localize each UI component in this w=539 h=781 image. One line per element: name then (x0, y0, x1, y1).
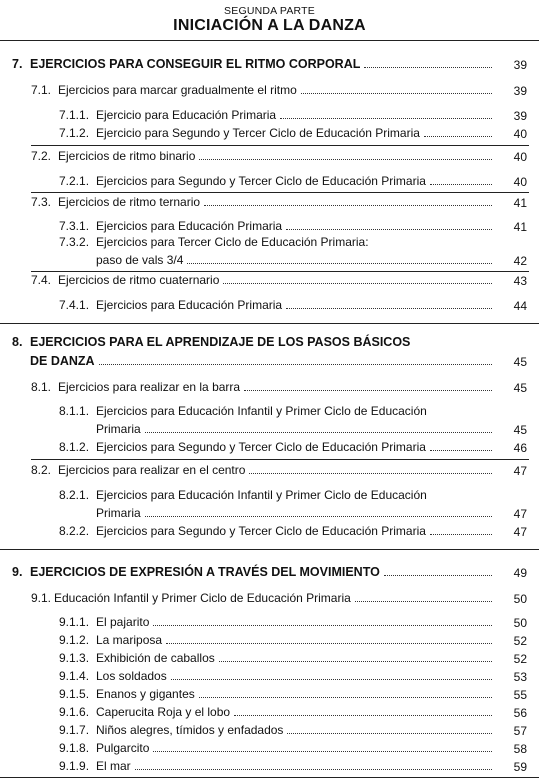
toc-section-7[interactable] (12, 55, 495, 71)
leader-dots (99, 364, 492, 365)
toc-item-7-1-1[interactable] (59, 106, 495, 122)
item-title: El pajarito (96, 615, 150, 629)
toc-item-7-4-1[interactable] (59, 296, 495, 312)
section-title: EJERCICIOS DE EXPRESIÓN A TRAVÉS DEL MOVIMIENTO (30, 565, 380, 579)
toc-item-7-3-2[interactable] (59, 235, 369, 249)
page-number: 39 (513, 109, 527, 123)
page-number: 40 (513, 150, 527, 164)
leader-dots (166, 643, 492, 644)
item-number: 7.3.1. (59, 219, 90, 233)
item-number: 9.1.1. (59, 615, 90, 629)
toc-section-8[interactable] (12, 335, 410, 349)
sub-title: Ejercicios para realizar en el centro (58, 463, 246, 477)
page-number: 47 (513, 525, 527, 539)
toc-item-7-2-1[interactable] (59, 172, 495, 188)
leader-dots (430, 450, 492, 451)
leader-dots (187, 263, 492, 264)
leader-dots (145, 432, 492, 433)
page-number: 40 (513, 127, 527, 141)
item-number: 7.1.2. (59, 126, 90, 140)
item-number: 7.1.1. (59, 108, 90, 122)
toc-item-7-3-2-cont[interactable] (96, 251, 495, 267)
toc-section-8-cont[interactable] (30, 352, 495, 368)
item-number: 8.2.1. (59, 488, 90, 502)
toc-sub-9-1[interactable] (31, 589, 495, 605)
item-title: Enanos y gigantes (96, 687, 195, 701)
page-number: 45 (513, 423, 527, 437)
item-number: 9.1.6. (59, 705, 90, 719)
item-number: 7.3.2. (59, 235, 90, 249)
toc-item-8-1-2[interactable] (59, 438, 495, 454)
item-title: Ejercicios para Tercer Ciclo de Educación Primaria: (96, 235, 369, 249)
item-number: 9.1.2. (59, 633, 90, 647)
page-number: 53 (513, 670, 527, 684)
item-number: 9.1.9. (59, 759, 90, 773)
section-title: EJERCICIOS PARA CONSEGUIR EL RITMO CORPORAL (30, 57, 361, 71)
leader-dots (234, 715, 492, 716)
section-rule (0, 323, 539, 324)
leader-dots (430, 184, 492, 185)
item-number: 9.1.3. (59, 651, 90, 665)
toc-item-8-2-1-cont[interactable] (96, 504, 495, 520)
leader-dots (135, 769, 492, 770)
page-number: 55 (513, 688, 527, 702)
leader-dots (430, 534, 492, 535)
leader-dots (384, 575, 492, 576)
sub-title: Ejercicios para realizar en la barra (58, 380, 241, 394)
leader-dots (286, 308, 492, 309)
toc-sub-8-2[interactable] (31, 461, 495, 477)
page-number: 58 (513, 742, 527, 756)
toc-sub-7-1[interactable] (31, 81, 495, 97)
item-number: 7.4.1. (59, 298, 90, 312)
page-number: 45 (513, 381, 527, 395)
toc-item-9-1-2[interactable] (59, 631, 495, 647)
page-number: 59 (513, 760, 527, 774)
leader-dots (364, 67, 492, 68)
item-title-continued: Primaria (96, 506, 141, 520)
section-number: 7. (12, 57, 23, 71)
toc-sub-7-3[interactable] (31, 193, 495, 209)
section-rule (0, 549, 539, 550)
sub-number: 9.1. (31, 591, 52, 605)
toc-item-9-1-5[interactable] (59, 685, 495, 701)
page-title: INICIACIÓN A LA DANZA (173, 17, 366, 34)
sub-title: Educación Infantil y Primer Ciclo de Educación Primaria (54, 591, 351, 605)
sub-number: 7.4. (31, 273, 52, 287)
sub-number: 8.1. (31, 380, 52, 394)
leader-dots (287, 733, 492, 734)
toc-item-9-1-8[interactable] (59, 739, 495, 755)
toc-item-7-1-2[interactable] (59, 124, 495, 140)
item-title: La mariposa (96, 633, 163, 647)
item-number: 9.1.5. (59, 687, 90, 701)
item-title: Ejercicios para Segundo y Tercer Ciclo de Educación Primaria (96, 174, 426, 188)
page-number: 52 (513, 634, 527, 648)
item-title: Caperucita Roja y el lobo (96, 705, 231, 719)
bottom-rule (0, 777, 539, 778)
item-title: Ejercicios para Educación Infantil y Primer Ciclo de Educación (96, 404, 427, 418)
page-number: 44 (513, 299, 527, 313)
toc-item-8-1-1[interactable] (59, 404, 427, 418)
page-number: 46 (513, 441, 527, 455)
section-title-continued: DE DANZA (30, 354, 95, 368)
toc-section-9[interactable] (12, 563, 495, 579)
sub-number: 7.1. (31, 83, 52, 97)
leader-dots (204, 205, 492, 206)
toc-item-8-1-1-cont[interactable] (96, 420, 495, 436)
item-number: 8.1.2. (59, 440, 90, 454)
page-number: 52 (513, 652, 527, 666)
sub-title: Ejercicios de ritmo binario (58, 149, 196, 163)
toc-sub-8-1[interactable] (31, 378, 495, 394)
page-number: 47 (513, 464, 527, 478)
item-title: Niños alegres, tímidos y enfadados (96, 723, 284, 737)
item-title: Exhibición de caballos (96, 651, 215, 665)
toc-item-9-1-4[interactable] (59, 667, 495, 683)
section-number: 9. (12, 565, 23, 579)
section-number: 8. (12, 335, 23, 349)
sub-title: Ejercicios para marcar gradualmente el ritmo (58, 83, 297, 97)
page-number: 49 (513, 566, 527, 580)
page-number: 47 (513, 507, 527, 521)
toc-item-9-1-9[interactable] (59, 757, 495, 773)
leader-dots (249, 473, 492, 474)
item-title: Pulgarcito (96, 741, 150, 755)
item-title: El mar (96, 759, 131, 773)
item-title-continued: Primaria (96, 422, 141, 436)
page-number: 41 (513, 220, 527, 234)
toc-item-9-1-1[interactable] (59, 613, 495, 629)
toc-sub-7-4[interactable] (31, 271, 495, 287)
page-number: 42 (513, 254, 527, 268)
toc-sub-7-2[interactable] (31, 147, 495, 163)
leader-dots (153, 625, 492, 626)
item-title-continued: paso de vals 3/4 (96, 253, 184, 267)
item-number: 7.2.1. (59, 174, 90, 188)
leader-dots (280, 118, 492, 119)
title-rule (0, 40, 539, 41)
sub-number: 8.2. (31, 463, 52, 477)
page-number: 56 (513, 706, 527, 720)
leader-dots (199, 159, 492, 160)
group-rule (31, 145, 529, 146)
leader-dots (355, 601, 492, 602)
section-title: EJERCICIOS PARA EL APRENDIZAJE DE LOS PASOS BÁSICOS (30, 335, 411, 349)
leader-dots (199, 697, 492, 698)
toc-item-9-1-3[interactable] (59, 649, 495, 665)
page-number: 43 (513, 274, 527, 288)
toc-item-7-3-1[interactable] (59, 217, 495, 233)
sub-number: 7.2. (31, 149, 52, 163)
item-title: Ejercicio para Educación Primaria (96, 108, 277, 122)
toc-item-9-1-6[interactable] (59, 703, 495, 719)
sub-number: 7.3. (31, 195, 52, 209)
item-number: 8.2.2. (59, 524, 90, 538)
page-number: 41 (513, 196, 527, 210)
item-number: 9.1.7. (59, 723, 90, 737)
part-label: SEGUNDA PARTE (224, 5, 315, 17)
toc-item-9-1-7[interactable] (59, 721, 495, 737)
leader-dots (301, 93, 492, 94)
page-number: 50 (513, 616, 527, 630)
item-title: Ejercicios para Segundo y Tercer Ciclo de Educación Primaria (96, 524, 426, 538)
item-title: Ejercicios para Educación Primaria (96, 219, 283, 233)
group-rule (31, 459, 529, 460)
item-title: Ejercicios para Educación Primaria (96, 298, 283, 312)
item-number: 9.1.4. (59, 669, 90, 683)
sub-title: Ejercicios de ritmo ternario (58, 195, 201, 209)
leader-dots (424, 136, 492, 137)
item-title: Ejercicio para Segundo y Tercer Ciclo de Educación Primaria (96, 126, 420, 140)
page-number: 39 (513, 84, 527, 98)
leader-dots (153, 751, 492, 752)
toc-item-8-2-2[interactable] (59, 522, 495, 538)
toc-item-8-2-1[interactable] (59, 488, 427, 502)
page-number: 57 (513, 724, 527, 738)
page-number: 40 (513, 175, 527, 189)
leader-dots (223, 283, 492, 284)
leader-dots (286, 229, 492, 230)
leader-dots (244, 390, 492, 391)
item-title: Ejercicios para Educación Infantil y Primer Ciclo de Educación (96, 488, 427, 502)
sub-title: Ejercicios de ritmo cuaternario (58, 273, 220, 287)
item-number: 9.1.8. (59, 741, 90, 755)
page-number: 50 (513, 592, 527, 606)
item-number: 8.1.1. (59, 404, 90, 418)
leader-dots (219, 661, 492, 662)
leader-dots (171, 679, 492, 680)
leader-dots (145, 516, 492, 517)
item-title: Los soldados (96, 669, 167, 683)
page-number: 39 (513, 58, 527, 72)
item-title: Ejercicios para Segundo y Tercer Ciclo de Educación Primaria (96, 440, 426, 454)
page-number: 45 (513, 355, 527, 369)
